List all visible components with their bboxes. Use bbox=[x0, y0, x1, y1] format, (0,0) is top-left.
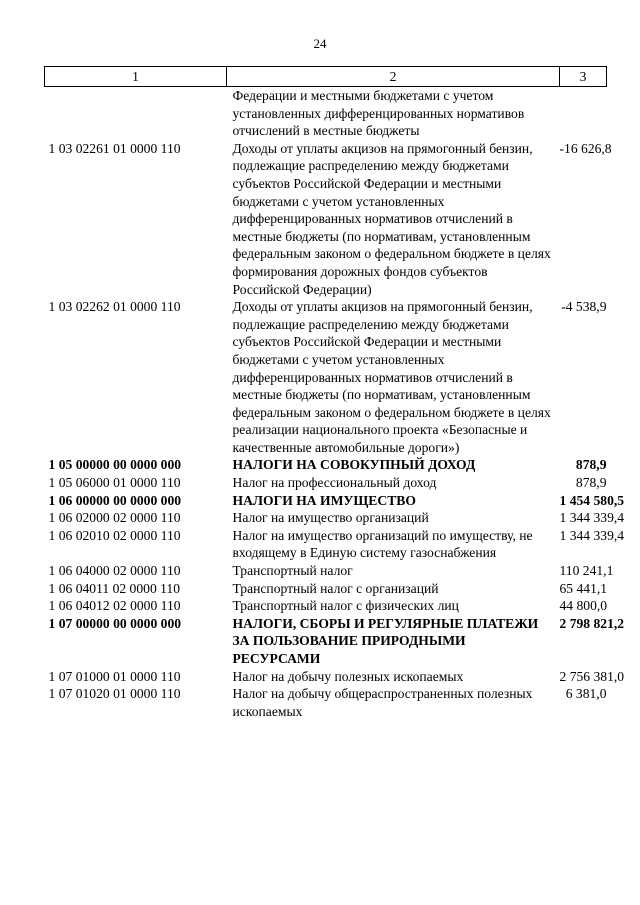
budget-code-cell: 1 05 06000 01 0000 110 bbox=[48, 475, 181, 491]
amount-cell: -16 626,8 bbox=[559, 140, 612, 156]
revenue-name-cell: Транспортный налог с физических лиц bbox=[232, 598, 459, 614]
page-number: 24 bbox=[313, 36, 327, 51]
revenue-name-cell: НАЛОГИ НА СОВОКУПНЫЙ ДОХОД bbox=[232, 457, 476, 473]
revenue-name-cell: Налог на имущество организаций bbox=[232, 510, 429, 526]
budget-code-cell: 1 07 01000 01 0000 110 bbox=[48, 668, 181, 684]
amount-cell: 2 756 381,0 bbox=[559, 668, 625, 684]
table-body bbox=[45, 87, 625, 721]
amount-cell: 2 798 821,2 bbox=[559, 615, 625, 631]
amount-cell: 110 241,1 bbox=[559, 563, 614, 579]
table-header bbox=[45, 67, 607, 87]
budget-code-cell: 1 05 00000 00 0000 000 bbox=[48, 457, 182, 473]
budget-code-cell: 1 06 04000 02 0000 110 bbox=[48, 563, 181, 579]
table-row bbox=[45, 562, 607, 580]
revenue-name-cell: Налог на имущество организаций по имуществу, не входящему в Единую систему газоснабжения bbox=[232, 527, 533, 561]
budget-revenue-table bbox=[44, 66, 625, 720]
table-row bbox=[45, 509, 607, 527]
table-row bbox=[45, 597, 607, 615]
amount-cell: 44 800,0 bbox=[559, 598, 608, 614]
table-row bbox=[45, 87, 607, 140]
budget-code-cell: 1 06 00000 00 0000 000 bbox=[48, 492, 182, 508]
budget-code-cell bbox=[45, 87, 227, 140]
amount-cell: -4 538,9 bbox=[561, 299, 607, 315]
revenue-name-cell: Налог на добычу общераспространенных полезных ископаемых bbox=[232, 686, 533, 719]
table-row bbox=[45, 474, 607, 492]
amount-cell: 1 454 580,5 bbox=[559, 492, 625, 508]
budget-code-cell: 1 06 04012 02 0000 110 bbox=[48, 598, 181, 614]
amount-cell: 878,9 bbox=[575, 475, 607, 491]
header-row bbox=[45, 67, 607, 87]
header-column-3: 3 bbox=[560, 67, 607, 87]
amount-cell bbox=[560, 87, 607, 140]
amount-cell: 65 441,1 bbox=[559, 580, 608, 596]
table-row bbox=[45, 685, 607, 720]
revenue-name-cell: Доходы от уплаты акцизов на прямогонный бензин, подлежащие распределению между бюджетами субъектов Российской Федерации и местными бюджетами с учетом установленных дифференцированных нормативов отчислений в местные бюджеты (по нормативам, установленным федеральным законом о федеральном бюджете в целях формирования дорожных фондов субъектов Российской Федерации) bbox=[232, 140, 551, 297]
table-row bbox=[45, 492, 607, 510]
revenue-name-cell: Федерации и местными бюджетами с учетом установленных дифференцированных нормативов отчислений в местные бюджеты bbox=[232, 88, 525, 139]
table-row bbox=[45, 615, 607, 668]
amount-cell: 878,9 bbox=[575, 457, 607, 473]
revenue-name-cell: Транспортный налог bbox=[232, 563, 353, 579]
revenue-name-cell: Доходы от уплаты акцизов на прямогонный бензин, подлежащие распределению между бюджетами субъектов Российской Федерации и местными бюджетами с учетом установленных дифференцированных нормативов отчислений в местные бюджеты (по нормативам, установленным федеральным законом о федеральном бюджете в целях реализации национального проекта «Безопасные и качественные автомобильные дороги») bbox=[232, 299, 551, 455]
table-row bbox=[45, 140, 607, 298]
table-row bbox=[45, 527, 607, 562]
budget-code-cell: 1 06 04011 02 0000 110 bbox=[48, 580, 181, 596]
amount-cell: 1 344 339,4 bbox=[559, 527, 625, 543]
header-column-1: 1 bbox=[45, 67, 227, 87]
budget-code-cell: 1 07 00000 00 0000 000 bbox=[48, 615, 182, 631]
budget-code-cell: 1 07 01020 01 0000 110 bbox=[48, 686, 181, 702]
revenue-name-cell: НАЛОГИ НА ИМУЩЕСТВО bbox=[232, 492, 416, 508]
amount-cell: 1 344 339,4 bbox=[559, 510, 625, 526]
revenue-name-cell: Налог на профессиональный доход bbox=[232, 475, 437, 491]
budget-code-cell: 1 06 02010 02 0000 110 bbox=[48, 527, 181, 543]
table-row bbox=[45, 456, 607, 474]
budget-code-cell: 1 06 02000 02 0000 110 bbox=[48, 510, 181, 526]
amount-cell: 6 381,0 bbox=[565, 686, 607, 702]
header-column-2: 2 bbox=[227, 67, 560, 87]
revenue-name-cell: Налог на добычу полезных ископаемых bbox=[232, 668, 464, 684]
revenue-name-cell: Транспортный налог с организаций bbox=[232, 580, 439, 596]
revenue-name-cell: НАЛОГИ, СБОРЫ И РЕГУЛЯРНЫЕ ПЛАТЕЖИ ЗА ПОЛЬЗОВАНИЕ ПРИРОДНЫМИ РЕСУРСАМИ bbox=[232, 615, 539, 666]
budget-code-cell: 1 03 02262 01 0000 110 bbox=[48, 299, 181, 315]
budget-code-cell: 1 03 02261 01 0000 110 bbox=[48, 140, 181, 156]
table-row bbox=[45, 298, 607, 456]
table-row bbox=[45, 668, 607, 686]
table-row bbox=[45, 580, 607, 598]
